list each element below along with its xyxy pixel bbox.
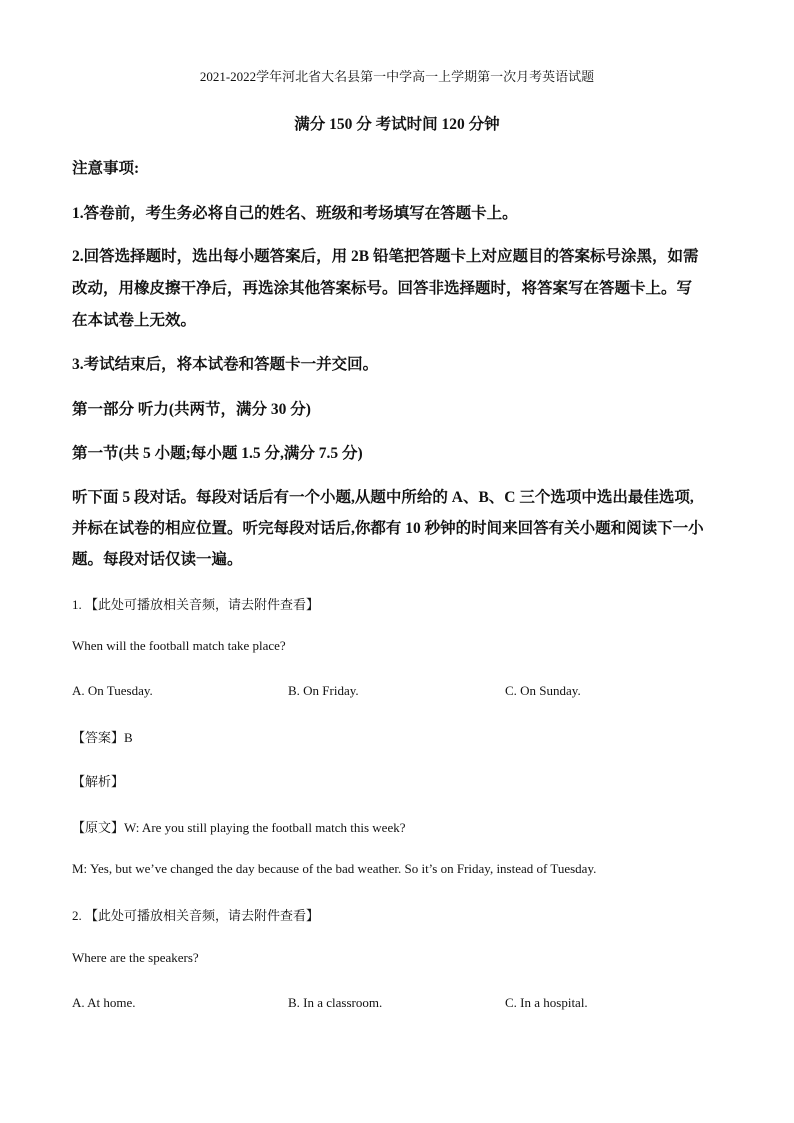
question-1-option-a: A. On Tuesday.: [72, 683, 153, 698]
question-1-transcript-line-1: 【原文】W: Are you still playing the football match this week?: [72, 820, 406, 835]
notice-heading: 注意事项:: [72, 160, 140, 177]
question-1-text: When will the football match take place?: [72, 638, 286, 653]
instruction-line-3: 题。每段对话仅读一遍。: [72, 551, 243, 568]
instruction-line-1: 听下面 5 段对话。每段对话后有一个小题,从题中所给的 A、B、C 三个选项中选出最佳选项,: [72, 489, 694, 506]
question-1-option-b: B. On Friday.: [288, 683, 359, 698]
part-heading: 第一部分 听力(共两节，满分 30 分): [72, 401, 311, 418]
notice-item-2-line-3: 在本试卷上无效。: [72, 312, 197, 329]
notice-item-2-line-1: 2.回答选择题时，选出每小题答案后，用 2B 铅笔把答题卡上对应题目的答案标号涂黑，如需: [72, 248, 699, 265]
notice-item-3: 3.考试结束后，将本试卷和答题卡一并交回。: [72, 356, 379, 373]
question-1-analysis: 【解析】: [72, 774, 125, 789]
section-heading: 第一节(共 5 小题;每小题 1.5 分,满分 7.5 分): [72, 445, 363, 462]
question-2-audio-note: 2. 【此处可播放相关音频，请去附件查看】: [72, 908, 320, 923]
question-1-audio-note: 1. 【此处可播放相关音频，请去附件查看】: [72, 597, 320, 612]
question-2-text: Where are the speakers?: [72, 950, 199, 965]
question-1-answer: 【答案】B: [72, 730, 133, 745]
instruction-line-2: 并标在试卷的相应位置。听完每段对话后,你都有 10 秒钟的时间来回答有关小题和阅读下一小: [72, 520, 704, 537]
question-2-option-a: A. At home.: [72, 995, 136, 1010]
question-1-option-c: C. On Sunday.: [505, 683, 581, 698]
notice-item-2-line-2: 改动，用橡皮擦干净后，再选涂其他答案标号。回答非选择题时，将答案写在答题卡上。写: [72, 280, 693, 297]
question-1-transcript-line-2: M: Yes, but we’ve changed the day because of the bad weather. So it’s on Friday, instead of Tuesday.: [72, 861, 597, 876]
notice-item-1: 1.答卷前，考生务必将自己的姓名、班级和考场填写在答题卡上。: [72, 205, 518, 222]
question-2-option-c: C. In a hospital.: [505, 995, 588, 1010]
exam-info-subtitle: 满分 150 分 考试时间 120 分钟: [294, 116, 500, 133]
document-title: 2021-2022学年河北省大名县第一中学高一上学期第一次月考英语试题: [199, 69, 595, 84]
question-2-option-b: B. In a classroom.: [288, 995, 383, 1010]
